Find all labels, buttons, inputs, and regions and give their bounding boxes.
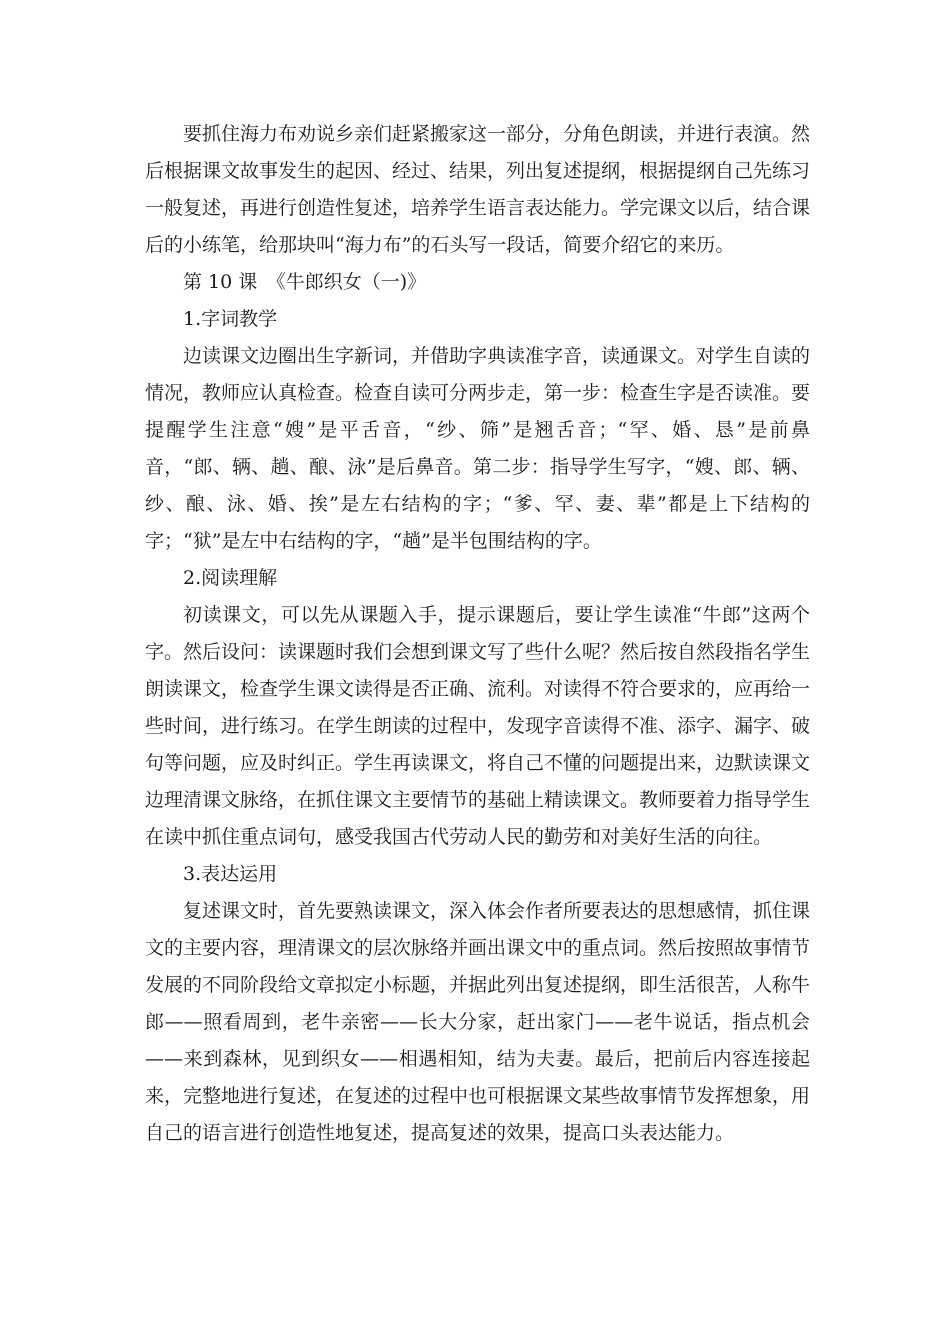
- paragraph-vocabulary: 边读课文边圈出生字新词，并借助字典读准字音，读通课文。对学生自读的情况，教师应认真检查。检查自读可分两步走，第一步：检查生字是否读准。要提醒学生注意“嫂”是平舌音，“纱、筛”是翘舌音；“罕、婚、恳”是前鼻音，“郎、辆、趟、酿、泳”是后鼻音。第二步：指导学生写字，“嫂、郎、辆、纱、酿、泳、婚、挨”是左右结构的字；“爹、罕、妻、辈”都是上下结构的字；“狱”是左中右结构的字，“趟”是半包围结构的字。: [145, 345, 811, 552]
- lesson-title: 第 10 课 《牛郎织女（一)》: [183, 271, 427, 293]
- document-body: [145, 116, 810, 1152]
- paragraph-haiilibu-summary: 要抓住海力布劝说乡亲们赶紧搬家这一部分，分角色朗读，并进行表演。然后根据课文故事发生的起因、经过、结果，列出复述提纲，根据提纲自己先练习一般复述，再进行创造性复述，培养学生语言表达能力。学完课文以后，结合课后的小练笔，给那块叫“海力布”的石头写一段话，简要介绍它的来历。: [145, 123, 811, 256]
- paragraph-reading: 初读课文，可以先从课题入手，提示课题后，要让学生读准“牛郎”这两个字。然后设问：读课题时我们会想到课文写了些什么呢？然后按自然段指名学生朗读课文，检查学生课文读得是否正确、流利。对读得不符合要求的，应再给一些时间，进行练习。在学生朗读的过程中，发现字音读得不准、添字、漏字、破句等问题，应及时纠正。学生再读课文，将自己不懂的问题提出来，边默读课文边理清课文脉络，在抓住课文主要情节的基础上精读课文。教师要着力指导学生在读中抓住重点词句，感受我国古代劳动人民的勤劳和对美好生活的向往。: [145, 604, 811, 848]
- paragraph-expression: 复述课文时，首先要熟读课文，深入体会作者所要表达的思想感情，抓住课文的主要内容，理清课文的层次脉络并画出课文中的重点词。然后按照故事情节发展的不同阶段给文章拟定小标题，并据此列出复述提纲，即生活很苦，人称牛郎——照看周到，老牛亲密——长大分家，赶出家门——老牛说话，指点机会——来到森林，见到织女——相遇相知，结为夫妻。最后，把前后内容连接起来，完整地进行复述，在复述的过程中也可根据课文某些故事情节发挥想象，用自己的语言进行创造性地复述，提高复述的效果，提高口头表达能力。: [145, 900, 811, 1144]
- section-heading-expression: 3.表达运用: [183, 863, 278, 885]
- section-heading-vocabulary: 1.字词教学: [183, 308, 278, 330]
- section-heading-reading: 2.阅读理解: [183, 567, 278, 589]
